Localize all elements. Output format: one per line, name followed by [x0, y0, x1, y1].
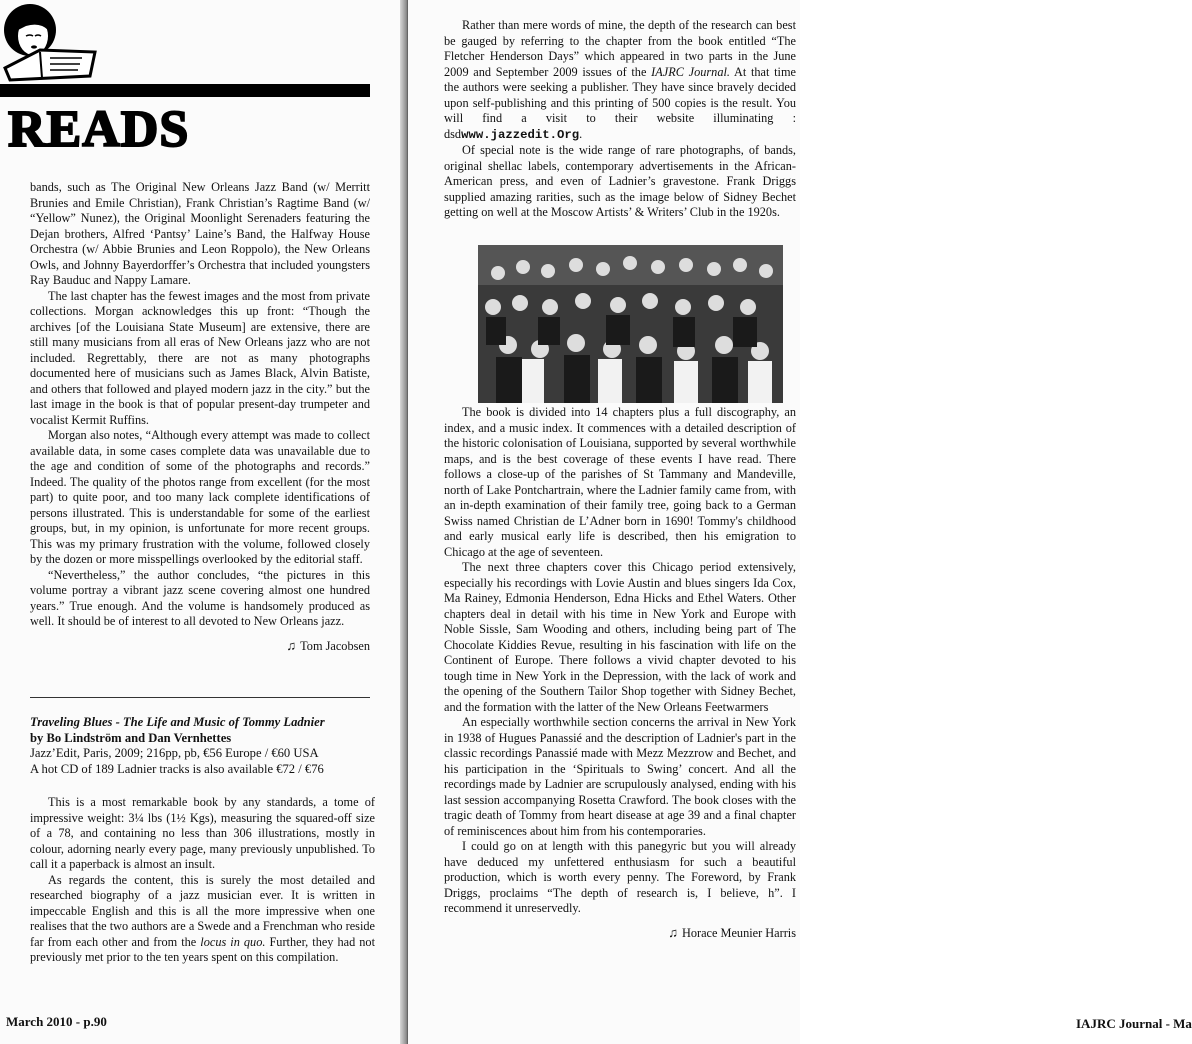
moscow-club-photo [478, 245, 783, 403]
paragraph: Of special note is the wide range of rare photographs, of bands, original shellac labels, contemporary advertisements in the African-American press, and even of Ladnier’s gravestone. Frank Driggs supplied amazing rarities, such as the image below of Sidney Bechet getting on well at the Moscow Artists’ & Writers’ Club in the 1920s. [444, 143, 796, 219]
review-publication: Jazz’Edit, Paris, 2009; 216pp, pb, €56 Europe / €60 USA [30, 746, 319, 760]
page-footer: IAJRC Journal - Ma [1076, 1016, 1192, 1031]
signature-name: Tom Jacobsen [300, 638, 370, 653]
divider [30, 697, 370, 698]
paragraph [30, 873, 375, 966]
review-header [30, 715, 375, 777]
paragraph: “Nevertheless,” the author concludes, “the pictures in this volume portray a vibrant jazz scene covering almost one hundred years.” True enough. And the volume is handsomely produced as well. It should be of interest to all devoted to New Orleans jazz. [30, 567, 370, 628]
paragraph [444, 18, 796, 143]
signature [30, 638, 370, 655]
left-column-bottom [30, 795, 375, 966]
section-title: READS [8, 101, 190, 158]
right-column-bottom [444, 405, 796, 941]
paragraph-text: Rather than mere words of mine, the depth of the research can best be gauged by referring to the chapter from the book entitled “The Fletcher Henderson Days” which appeared in two parts in the June 2009 and September 2009 issues of the [444, 18, 796, 79]
paragraph-text: At that time the authors were seeking a publisher. They have since bravely decided upon self-publishing and this printing of 500 copies is the result. You will find a visit to their website illuminating : dsd [444, 64, 796, 141]
paragraph-text: As regards the content, this is surely the most detailed and researched biography of a jazz musician ever. It is written in impeccable English and this is all the more impressive when one realises that the two authors are a Swede and a Frenchman who reside far from each other and from the [30, 872, 375, 949]
right-page [408, 0, 1192, 1044]
right-column-top [444, 18, 796, 221]
website-link[interactable]: www.jazzedit.Org [461, 127, 580, 142]
paragraph: bands, such as The Original New Orleans Jazz Band (w/ Merritt Brunies and Emile Christian), Frank Christian’s Ragtime Band (w/ “Yellow” Nunez), the Original Moonlight Serenaders featuring the Dejan brothers, Alfred ‘Pantsy’ Laine’s Band, the Halfway House Orchestra (w/ Abbie Brunies and Leon Roppolo), the New Orleans Owls, and Johnny Bayerdorffer’s Orchestra that included youngsters Ray Bauduc and Nappy Lamare. [30, 180, 370, 287]
header-bar [0, 84, 370, 97]
paragraph: The book is divided into 14 chapters plus a full discography, an index, and a music index. It commences with a detailed description of the historic colonisation of Louisiana, supported by several worthwhile maps, and is the best coverage of these events I have read. There follows a close-up of the parishes of St Tammany and Mandeville, north of Lake Pontchartrain, where the Ladnier family came from, with an in-depth examination of their family tree, going back to a German Swiss named Christian de L’Adner born in 1690! Tommy's childhood and early musical early life is described, then his emigration to Chicago at the age of seventeen. [444, 405, 796, 559]
italic-phrase: locus in quo. [200, 934, 266, 949]
signature [444, 925, 796, 942]
page-footer: March 2010 - p.90 [6, 1014, 107, 1029]
left-column-top [30, 180, 370, 654]
reading-woman-logo-icon [0, 0, 100, 90]
signature-name: Horace Meunier Harris [681, 925, 796, 940]
journal-name: IAJRC Journal. [651, 64, 730, 79]
paragraph: Morgan also notes, “Although every attempt was made to collect available data, in some cases complete data was unavailable due to the age and condition of some of the photographs and records.” Indeed. The quality of the photos range from excellent (for the most part) to quite poor, and too many lack complete identifications of persons illustrated. This is understandable for some of the earliest groups, but, in my opinion, is unfortunate for more recent groups. This was my primary frustration with the volume, followed closely by the dozen or more misspellings overlooked by the editorial staff. [30, 428, 370, 566]
music-note-icon: ♫ [668, 924, 678, 940]
review-cd-note: A hot CD of 189 Ladnier tracks is also available €72 / €76 [30, 761, 324, 776]
paragraph-text: Further, they had not previously met prior to the ten years spent on this compilation. [30, 934, 376, 964]
review-authors: by Bo Lindström and Dan Vernhettes [30, 730, 232, 745]
paragraph: The next three chapters cover this Chicago period extensively, especially his recordings with Lovie Austin and blues singers Ida Cox, Ma Rainey, Edmonia Henderson, Edna Hicks and Ethel Waters. Other chapters deal in detail with his time in New York and Europe with Noble Sissle, Sam Wooding and others, including being part of The Chocolate Kiddies Revue, resulting in his fascination with life on the Continent of Europe. There follows a vivid chapter devoted to his tough time in New York in the Depression, with the lack of work and the opening of the Southern Tailor Shop together with Sidney Bechet, and the formation with the latter of the New Orleans Feetwarmers [444, 560, 796, 714]
paragraph: The last chapter has the fewest images and the most from private collections. Morgan acknowledges this up front: “Though the archives [of the Louisiana State Museum] are extensive, there are still many musicians from all eras of New Orleans jazz who are not included. Regrettably, there are not as many photographs documented here of musicians such as James Black, Alvin Batiste, and others that followed and played modern jazz in the city.” but the last image in the book is that of popular present-day trumpeter and vocalist Kermit Ruffins. [30, 288, 370, 427]
paragraph: This is a most remarkable book by any standards, a tome of impressive weight: 3¼ lbs (1½ Kgs), measuring the squared-off size of a 78, and containing no less than 306 illustrations, mostly in colour, adorning nearly every page, many previously unpublished. To call it a paperback is almost an insult. [30, 795, 375, 871]
review-title: Traveling Blues - The Life and Music of Tommy Ladnier [30, 715, 325, 729]
paragraph-text: . [579, 126, 583, 141]
paragraph: An especially worthwhile section concerns the arrival in New York in 1938 of Hugues Panassié and the description of Ladnier's part in the classic recordings Panassié made with Mezz Mezzrow and Bechet, and his participation in the ‘Spirituals to Swing’ concert. And all the recordings made by Ladnier are scrupulously analysed, ending with his last session accompanying Rosetta Crawford. The book closes with the tragic death of Tommy from heart disease at age 39 and a final chapter of reminiscences about him from his contemporaries. [444, 715, 796, 838]
paragraph: I could go on at length with this panegyric but you will already have deduced my unfettered enthusiasm for such a beautiful production, which is worth every penny. The Foreword, by Frank Driggs, proclaims “The depth of research is, I believe, h”. I recommend it unreservedly. [444, 839, 796, 915]
music-note-icon: ♫ [286, 637, 297, 653]
left-page [0, 0, 405, 1044]
